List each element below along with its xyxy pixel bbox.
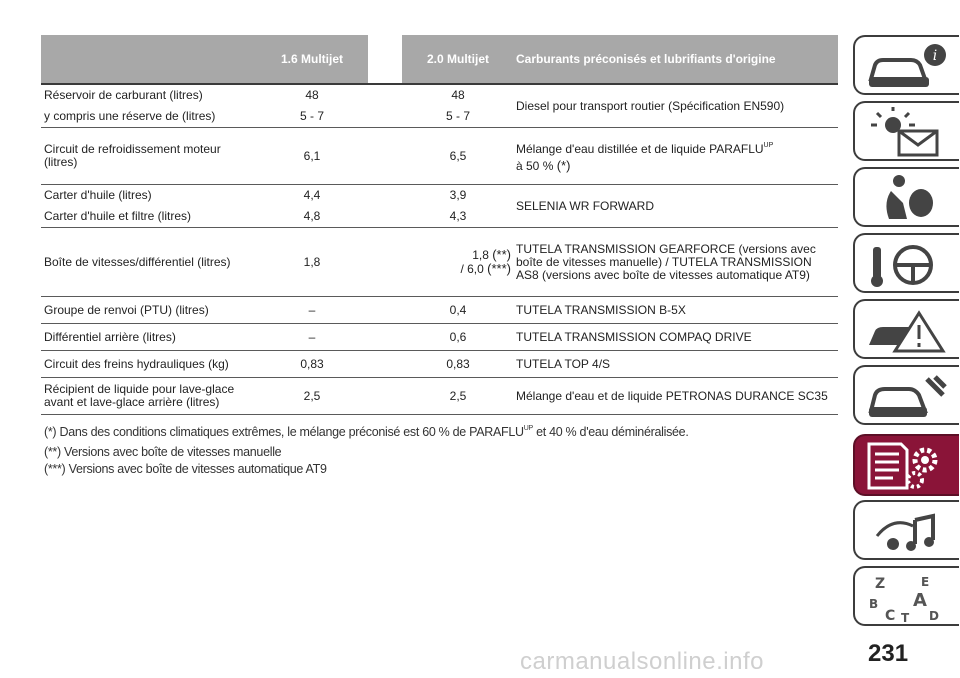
svg-text:D: D xyxy=(929,609,939,623)
row-fluid: Mélange d'eau et de liquide PETRONAS DURANCE SC35 xyxy=(514,378,838,415)
svg-text:A: A xyxy=(913,590,927,611)
row-value-2-0: 2,5 xyxy=(402,378,514,415)
row-label: Récipient de liquide pour lave-glace avant et lave-glace arrière (litres) xyxy=(41,378,256,415)
watermark: carmanualsonline.info xyxy=(520,648,764,675)
header-1-6-multijet: 1.6 Multijet xyxy=(256,35,368,84)
footnote-1-text-end: et 40 % d'eau déminéralisée. xyxy=(536,425,689,439)
svg-text:T: T xyxy=(901,611,910,624)
table-row xyxy=(41,378,838,415)
row-label: Réservoir de carburant (litres) xyxy=(44,88,203,102)
tab-warning-lights[interactable] xyxy=(853,101,959,161)
svg-text:C: C xyxy=(885,608,896,624)
page-number: 231 xyxy=(868,640,909,667)
row-value-1-6: – xyxy=(256,324,368,351)
row-value-1-6: 48 xyxy=(305,88,319,102)
emergency-icon xyxy=(863,305,953,357)
row-label: Carter d'huile (litres) xyxy=(44,188,152,202)
row-fluid: TUTELA TRANSMISSION COMPAQ DRIVE xyxy=(514,324,838,351)
index-icon xyxy=(863,572,953,624)
tab-technical-data[interactable] xyxy=(853,434,959,496)
gearbox-auto-note: (***) xyxy=(487,261,511,276)
row-label: Circuit des freins hydrauliques (kg) xyxy=(41,351,256,378)
coolant-ratio: à 50 % xyxy=(516,159,554,173)
table-row xyxy=(41,185,838,207)
footnotes xyxy=(44,425,834,482)
tab-key-steering[interactable] xyxy=(853,233,959,293)
row-value-2-0: 3,9 xyxy=(449,188,467,202)
fluid-fuel: Diesel pour transport routier (Spécification EN590) xyxy=(514,84,838,128)
svg-text:B: B xyxy=(869,597,879,611)
footnote-1 xyxy=(44,425,834,439)
footnote-2: (**) Versions avec boîte de vitesses manuelle xyxy=(44,445,282,459)
warning-lights-icon xyxy=(863,107,953,159)
row-value-2-0: 0,83 xyxy=(402,351,514,378)
header-fluids: Carburants préconisés et lubrifiants d'origine xyxy=(514,35,838,84)
car-info-icon xyxy=(863,41,953,93)
gearbox-auto-value: / 6,0 xyxy=(460,262,484,276)
table-row xyxy=(41,128,838,185)
technical-data-icon xyxy=(863,440,953,492)
row-label: Boîte de vitesses/différentiel (litres) xyxy=(41,228,256,297)
row-value-2-0: 6,5 xyxy=(402,128,514,185)
table-row xyxy=(41,84,838,106)
table-row xyxy=(41,351,838,378)
tab-index[interactable] xyxy=(853,566,959,626)
tab-multimedia[interactable] xyxy=(853,500,959,560)
svg-text:i: i xyxy=(932,48,938,64)
tab-safety[interactable] xyxy=(853,167,959,227)
row-value-2-0 xyxy=(402,228,514,297)
header-2-0-multijet: 2.0 Multijet xyxy=(402,35,514,84)
row-value-1-6: 0,83 xyxy=(256,351,368,378)
table-row xyxy=(41,297,838,324)
table-row xyxy=(41,324,838,351)
row-value-1-6: – xyxy=(256,297,368,324)
row-label: Circuit de refroidissement moteur (litres) xyxy=(41,128,256,185)
coolant-text: Mélange d'eau distillée et de liquide PARAFLU xyxy=(516,142,764,156)
row-value-2-0: 0,4 xyxy=(402,297,514,324)
car-maintenance-icon xyxy=(863,371,953,423)
row-label: Groupe de renvoi (PTU) (litres) xyxy=(41,297,256,324)
multimedia-icon xyxy=(863,506,953,558)
tab-emergency[interactable] xyxy=(853,299,959,359)
safety-airbag-icon xyxy=(863,173,953,225)
fluid-oil: SELENIA WR FORWARD xyxy=(514,185,838,228)
svg-text:E: E xyxy=(921,575,930,589)
row-value-1-6: 2,5 xyxy=(256,378,368,415)
row-fluid: TUTELA TOP 4/S xyxy=(514,351,838,378)
footnote-3: (***) Versions avec boîte de vitesses automatique AT9 xyxy=(44,462,327,476)
row-label: Carter d'huile et filtre (litres) xyxy=(41,206,256,228)
tab-car-info[interactable] xyxy=(853,35,959,95)
row-value-1-6: 4,4 xyxy=(303,188,321,202)
row-value-1-6: 6,1 xyxy=(256,128,368,185)
row-value-2-0: 5 - 7 xyxy=(402,106,514,128)
tab-maintenance[interactable] xyxy=(853,365,959,425)
row-value-1-6: 1,8 xyxy=(256,228,368,297)
row-value-1-6: 4,8 xyxy=(256,206,368,228)
row-value-2-0: 48 xyxy=(451,88,465,102)
table-row xyxy=(41,228,838,297)
header-gap xyxy=(368,35,402,84)
gearbox-manual-note: (**) xyxy=(492,247,511,262)
coolant-footnote-ref: (*) xyxy=(556,158,571,173)
svg-text:Z: Z xyxy=(875,576,886,592)
row-value-1-6: 5 - 7 xyxy=(256,106,368,128)
row-value-2-0: 4,3 xyxy=(402,206,514,228)
table-header-row xyxy=(41,35,838,84)
coolant-sup: UP xyxy=(763,142,774,149)
row-fluid: TUTELA TRANSMISSION B-5X xyxy=(514,297,838,324)
row-value-2-0: 0,6 xyxy=(402,324,514,351)
footnote-1-text: (*) Dans des conditions climatiques extrêmes, le mélange préconisé est 60 % de PARAFLU xyxy=(44,425,524,439)
row-label: y compris une réserve de (litres) xyxy=(41,106,256,128)
key-steering-wheel-icon xyxy=(863,239,953,291)
footnote-1-sup: UP xyxy=(523,425,533,432)
fluid-coolant xyxy=(514,128,838,185)
header-empty-cell xyxy=(41,35,256,84)
capacities-table xyxy=(41,35,838,415)
gearbox-manual-value: 1,8 xyxy=(472,248,489,262)
fluid-gearbox: TUTELA TRANSMISSION GEARFORCE (versions avec boîte de vitesses manuelle) / TUTELA TRANSMISSION AS8 (versions avec boîte de vitesses automatique AT9) xyxy=(514,228,838,297)
row-label: Différentiel arrière (litres) xyxy=(41,324,256,351)
